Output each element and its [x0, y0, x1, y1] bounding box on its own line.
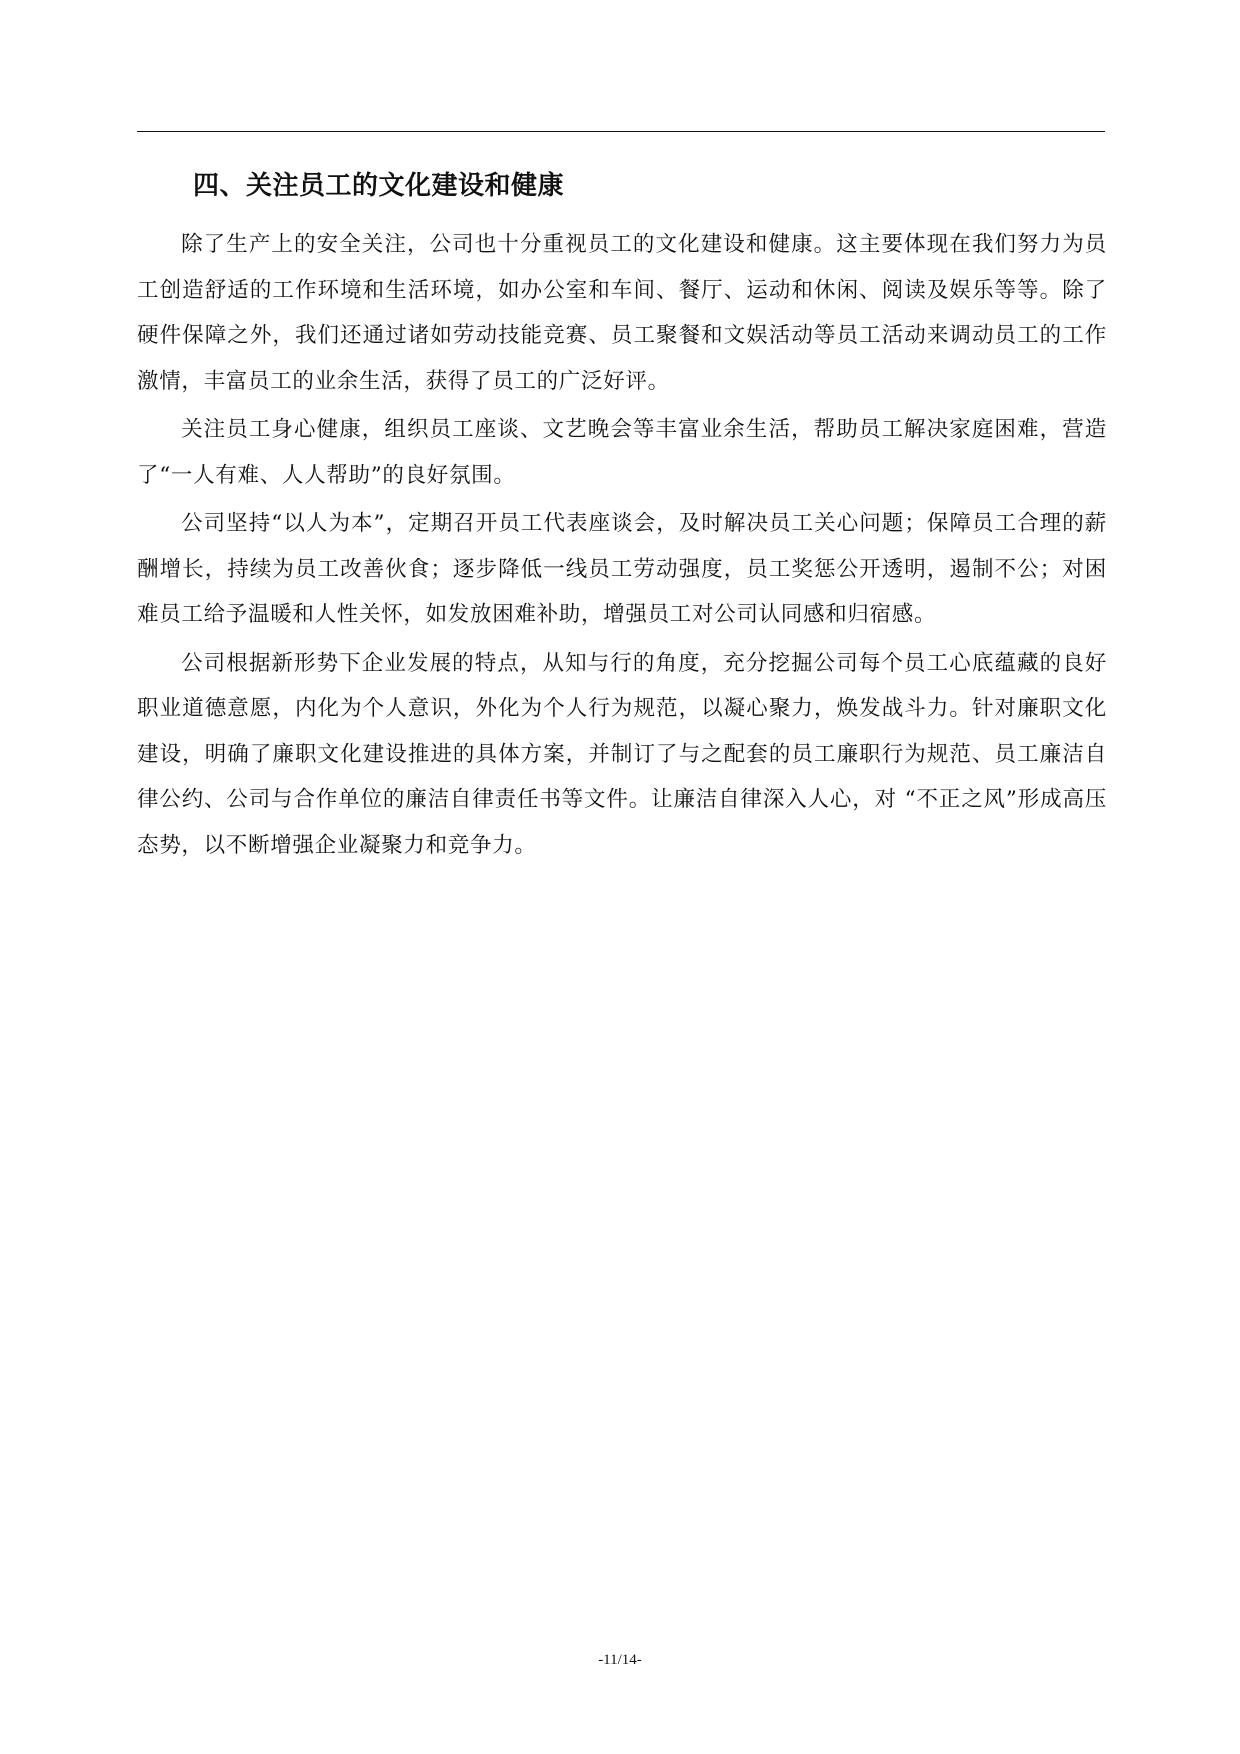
paragraph-culture-health: 除了生产上的安全关注，公司也十分重视员工的文化建设和健康。这主要体现在我们努力为员工创造舒适的工作环境和生活环境，如办公室和车间、餐厅、运动和休闲、阅读及娱乐等等。除了硬件保障之外，我们还通过诸如劳动技能竞赛、员工聚餐和文娱活动等员工活动来调动员工的工作激情，丰富员工的业余生活，获得了员工的广泛好评。: [137, 232, 1107, 394]
paragraph-physical-mental-health: 关注员工身心健康，组织员工座谈、文艺晚会等丰富业余生活，帮助员工解决家庭困难，营造了“一人有难、人人帮助”的良好氛围。: [137, 417, 1107, 488]
paragraph-integrity-culture: 公司根据新形势下企业发展的特点，从知与行的角度，充分挖掘公司每个员工心底蕴藏的良好职业道德意愿，内化为个人意识，外化为个人行为规范，以凝心聚力，焕发战斗力。针对廉职文化建设，明确了廉职文化建设推进的具体方案，并制订了与之配套的员工廉职行为规范、员工廉洁自律公约、公司与合作单位的廉洁自律责任书等文件。让廉洁自律深入人心，对 “不正之风”形成高压态势，以不断增强企业凝聚力和竞争力。: [137, 650, 1107, 858]
body-text: [137, 222, 1107, 871]
page-number: -11/14-: [598, 1652, 642, 1668]
header-rule: [137, 131, 1105, 132]
section-heading: 四、关注员工的文化建设和健康: [193, 171, 565, 201]
paragraph-people-oriented: 公司坚持“以人为本”，定期召开员工代表座谈会，及时解决员工关心问题；保障员工合理的薪酬增长，持续为员工改善伙食；逐步降低一线员工劳动强度，员工奖惩公开透明，遏制不公；对困难员工给予温暖和人性关怀，如发放困难补助，增强员工对公司认同感和归宿感。: [137, 511, 1107, 627]
